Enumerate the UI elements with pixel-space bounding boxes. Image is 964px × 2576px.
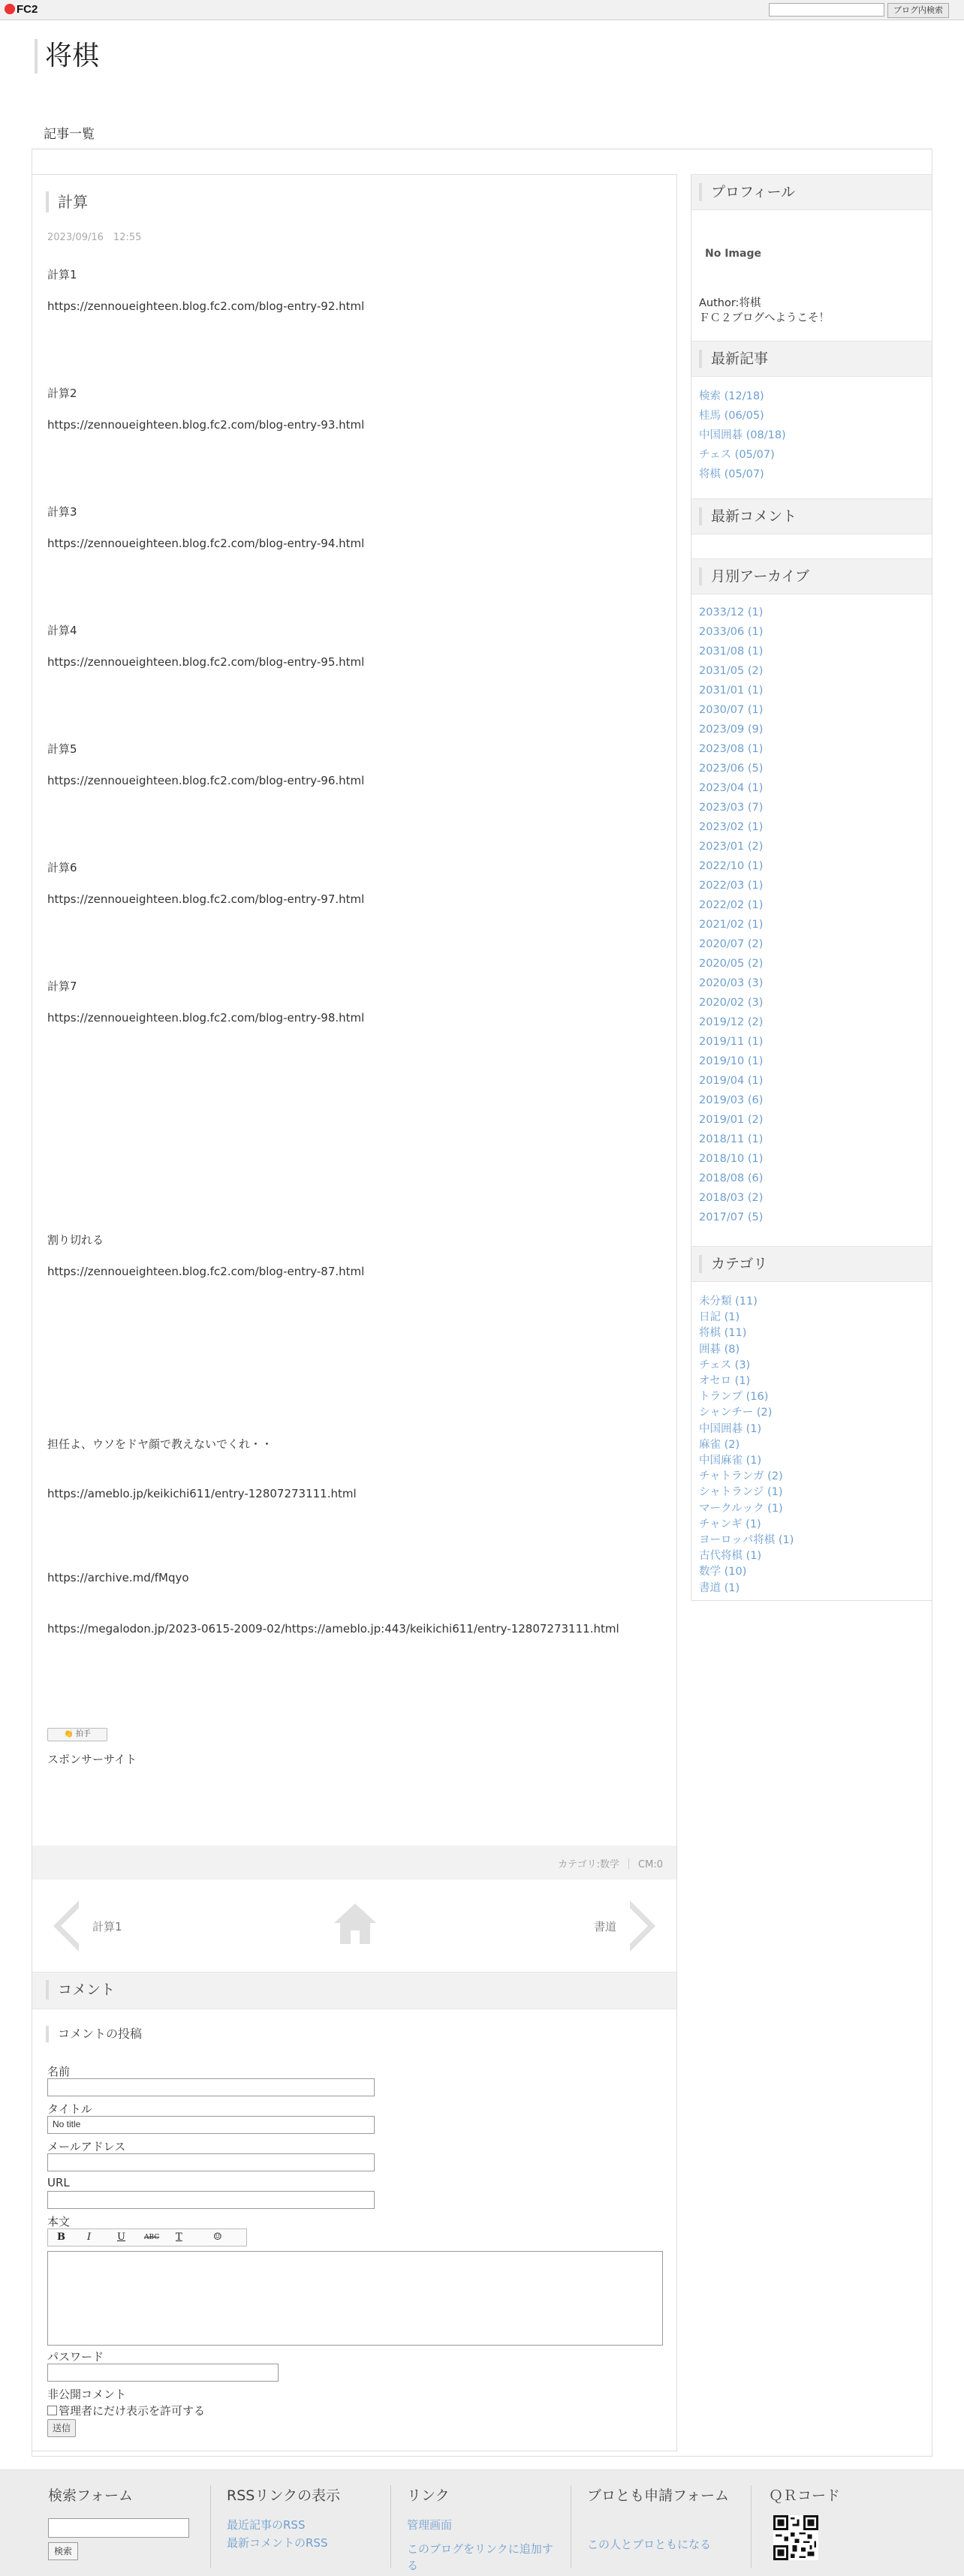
category-link[interactable]: ヨーロッパ将棋 (1) (699, 1534, 794, 1546)
qr-code-icon (773, 2515, 818, 2560)
body-label: 本文 (47, 2215, 71, 2228)
recent-entry-link[interactable]: チェス (05/07) (699, 449, 775, 461)
footer-divider (390, 2485, 391, 2568)
category-link[interactable]: 古代将棋 (1) (699, 1550, 762, 1563)
archive-month-link[interactable]: 2018/03 (2) (699, 1192, 764, 1204)
archive-month-link[interactable]: 2033/12 (1) (699, 606, 764, 618)
name-label: 名前 (47, 2065, 71, 2078)
blog-search-input[interactable] (769, 3, 884, 17)
post-pager (32, 1879, 676, 1970)
post-line: https://zennoueighteen.blog.fc2.com/blog-entry-97.html (47, 892, 365, 906)
footer-divider (751, 2485, 752, 2568)
archive-month-link[interactable]: 2031/08 (1) (699, 646, 764, 658)
title-field[interactable]: No title (47, 2116, 375, 2134)
category-link[interactable]: 囲碁 (8) (699, 1343, 740, 1356)
recent-heading: 最新記事 (699, 350, 768, 368)
archive-month-link[interactable]: 2023/04 (1) (699, 782, 764, 794)
next-post-link[interactable]: 書道 (593, 1920, 616, 1934)
archive-month-link[interactable]: 2018/10 (1) (699, 1153, 764, 1165)
admin-link[interactable]: 管理画面 (407, 2518, 453, 2532)
main-column (32, 174, 677, 2451)
archive-month-link[interactable]: 2019/10 (1) (699, 1055, 764, 1067)
next-arrow-icon[interactable] (630, 1900, 655, 1952)
archive-month-link[interactable]: 2031/05 (2) (699, 665, 764, 677)
archive-month-link[interactable]: 2018/08 (6) (699, 1172, 764, 1184)
post-line: 計算2 (47, 387, 77, 400)
archive-month-link[interactable]: 2017/07 (5) (699, 1211, 764, 1223)
meta-divider (628, 1858, 629, 1869)
post-line: 計算6 (47, 861, 77, 874)
category-link[interactable]: チャンギ (1) (699, 1518, 761, 1530)
category-link[interactable]: チェス (3) (699, 1359, 751, 1371)
post-cm-count[interactable]: CM:0 (638, 1859, 663, 1870)
bold-button[interactable]: B (57, 2231, 65, 2243)
archive-month-link[interactable]: 2021/02 (1) (699, 919, 764, 931)
archive-month-link[interactable]: 2023/03 (7) (699, 802, 764, 814)
post-line: 計算5 (47, 742, 77, 756)
profile-welcome: ＦＣ２ブログへようこそ！ (699, 312, 830, 324)
post-line: 計算1 (47, 268, 77, 281)
archive-month-link[interactable]: 2023/09 (9) (699, 724, 764, 736)
category-heading: カテゴリ (699, 1255, 767, 1273)
clap-button[interactable]: 👏 拍手 (47, 1728, 107, 1741)
profile-heading: プロフィール (699, 183, 795, 201)
archive-month-link[interactable]: 2023/01 (2) (699, 841, 764, 853)
archive-month-link[interactable]: 2019/01 (2) (699, 1114, 764, 1126)
friend-request-link[interactable]: この人とブロともになる (587, 2538, 712, 2551)
recent-entry-link[interactable]: 中国囲碁 (08/18) (699, 429, 786, 441)
rss-entries-link[interactable]: 最近記事のRSS (227, 2518, 306, 2532)
emoji-button[interactable]: ☺ (213, 2231, 222, 2243)
archive-header (691, 558, 932, 594)
category-link[interactable]: マークルック (1) (699, 1502, 783, 1515)
prev-post-link[interactable]: 計算1 (92, 1920, 122, 1934)
post-line: https://megalodon.jp/2023-0615-2009-02/https://ameblo.jp:443/keikichi611/entry-12807273111.html (47, 1622, 619, 1636)
sidebar (691, 174, 932, 1600)
post-line: https://archive.md/fMqyo (47, 1571, 189, 1584)
post-line: https://ameblo.jp/keikichi611/entry-12807273111.html (47, 1487, 357, 1500)
post-line: 計算3 (47, 505, 77, 519)
category-link[interactable]: シャトランジ (1) (699, 1486, 783, 1499)
url-label: URL (47, 2176, 70, 2189)
post-line: 担任よ、ウソをドヤ顔で教えないでくれ・・ (47, 1437, 273, 1451)
archive-month-link[interactable]: 2030/07 (1) (699, 704, 764, 716)
private-comment-label: 非公開コメント (47, 2388, 127, 2401)
archive-month-link[interactable]: 2033/06 (1) (699, 626, 764, 638)
sidebar-end-divider (691, 1600, 932, 1601)
archive-month-link[interactable]: 2019/12 (2) (699, 1016, 764, 1028)
post-line: https://zennoueighteen.blog.fc2.com/blog-entry-98.html (47, 1011, 365, 1025)
category-link[interactable]: 数学 (10) (699, 1566, 747, 1578)
password-label: パスワード (47, 2350, 104, 2364)
footer-rss-title: RSSリンクの表示 (227, 2487, 340, 2504)
add-link-link[interactable]: このブログをリンクに追加する (407, 2542, 553, 2572)
admin-only-label: 管理者にだけ表示を許可する (59, 2404, 206, 2418)
footer-search-input[interactable] (48, 2518, 189, 2538)
footer-search-button[interactable]: 検索 (48, 2542, 78, 2560)
recent-entry-link[interactable]: 桂馬 (06/05) (699, 410, 764, 422)
post-line: https://zennoueighteen.blog.fc2.com/blog-entry-95.html (47, 655, 365, 669)
archive-month-link[interactable]: 2022/10 (1) (699, 860, 764, 872)
comment-form-heading: コメントの投稿 (46, 2026, 142, 2042)
strike-button[interactable]: ABC (144, 2234, 160, 2241)
category-link[interactable]: シャンチー (2) (699, 1407, 773, 1419)
blog-title[interactable]: 将棋 (35, 39, 99, 74)
admin-only-row (47, 2403, 205, 2418)
category-link[interactable]: 中国麻雀 (1) (699, 1455, 762, 1467)
editor-toolbar (47, 2228, 247, 2246)
admin-only-checkbox[interactable] (47, 2406, 57, 2415)
archive-month-link[interactable]: 2023/08 (1) (699, 743, 764, 755)
post-meta (558, 1856, 663, 1870)
recent-entry-link[interactable]: 検索 (12/18) (699, 390, 764, 402)
profile-author: Author:将棋 (699, 297, 761, 309)
post-line: 計算4 (47, 624, 77, 637)
post-line: https://zennoueighteen.blog.fc2.com/blog-entry-93.html (47, 418, 365, 432)
category-link[interactable]: 書道 (1) (699, 1581, 740, 1594)
post-footer (32, 1846, 676, 1879)
archive-month-link[interactable]: 2020/03 (3) (699, 977, 764, 989)
category-link[interactable]: 中国囲碁 (1) (699, 1422, 762, 1435)
nav-entry-list-link[interactable]: 記事一覧 (44, 127, 95, 142)
post-date: 2023/09/16 12:55 (47, 232, 142, 243)
category-link[interactable]: 未分類 (11) (699, 1296, 758, 1308)
archive-heading: 月別アーカイブ (699, 567, 809, 585)
archive-month-link[interactable]: 2018/11 (1) (699, 1133, 764, 1145)
category-link[interactable]: オセロ (1) (699, 1375, 751, 1387)
sponsor-label: スポンサーサイト (47, 1753, 137, 1766)
name-field[interactable] (47, 2078, 375, 2096)
footer-qr-title: ＱＲコード (769, 2487, 841, 2504)
category-link[interactable]: 日記 (1) (699, 1311, 740, 1324)
footer-divider (210, 2485, 211, 2568)
comment-body-textarea[interactable] (47, 2251, 663, 2346)
archive-month-link[interactable]: 2020/07 (2) (699, 938, 764, 950)
archive-month-link[interactable]: 2023/06 (5) (699, 763, 764, 775)
submit-button[interactable]: 送信 (47, 2419, 76, 2437)
category-link[interactable]: 麻雀 (2) (699, 1438, 740, 1451)
post-title[interactable]: 計算 (46, 191, 88, 212)
footer-search-title: 検索フォーム (48, 2487, 134, 2504)
post-line: https://zennoueighteen.blog.fc2.com/blog-entry-87.html (47, 1265, 365, 1278)
password-field[interactable] (47, 2364, 279, 2382)
underline-button[interactable]: U (117, 2231, 125, 2243)
fc2-top-bar (0, 0, 964, 20)
comments-heading: コメント (46, 1980, 115, 2000)
post-line: https://zennoueighteen.blog.fc2.com/blog-entry-96.html (47, 774, 365, 787)
recent-header (691, 341, 932, 377)
post-line: 割り切れる (47, 1233, 104, 1247)
rss-comments-link[interactable]: 最新コメントのRSS (227, 2536, 328, 2550)
title-label: タイトル (47, 2102, 92, 2116)
archive-month-link[interactable]: 2019/11 (1) (699, 1036, 764, 1048)
footer-links-title: リンク (407, 2487, 450, 2504)
blog-search-button[interactable]: ブログ内検索 (887, 3, 949, 18)
email-field[interactable] (47, 2153, 375, 2171)
category-header (691, 1246, 932, 1282)
archive-month-link[interactable]: 2020/05 (2) (699, 958, 764, 970)
comments-header (32, 1972, 676, 2009)
category-link[interactable]: チャトランガ (2) (699, 1470, 783, 1483)
archive-month-link[interactable]: 2022/03 (1) (699, 880, 764, 892)
archive-month-link[interactable]: 2019/04 (1) (699, 1075, 764, 1087)
archive-month-link[interactable]: 2023/02 (1) (699, 821, 764, 833)
post-line: 計算7 (47, 980, 77, 993)
url-field[interactable] (47, 2191, 375, 2209)
archive-month-link[interactable]: 2019/03 (6) (699, 1094, 764, 1106)
footer-friend-title: ブロとも申請フォーム (587, 2487, 730, 2504)
profile-header (691, 174, 932, 210)
post-line: https://zennoueighteen.blog.fc2.com/blog-entry-92.html (47, 299, 365, 313)
latest-comments-header (691, 498, 932, 534)
home-icon[interactable] (333, 1902, 378, 1946)
email-label: メールアドレス (47, 2140, 126, 2153)
recent-entry-link[interactable]: 将棋 (05/07) (699, 468, 764, 480)
prev-arrow-icon[interactable] (53, 1900, 79, 1952)
archive-month-link[interactable]: 2031/01 (1) (699, 685, 764, 697)
fc2-logo-icon (5, 4, 15, 14)
post-category-link[interactable]: カテゴリ:数学 (558, 1859, 620, 1870)
italic-button[interactable]: I (87, 2231, 92, 2243)
text-size-button[interactable]: T (176, 2231, 182, 2243)
archive-month-link[interactable]: 2022/02 (1) (699, 899, 764, 911)
category-link[interactable]: 将棋 (11) (699, 1327, 747, 1340)
post-line: https://zennoueighteen.blog.fc2.com/blog-entry-94.html (47, 537, 365, 550)
archive-month-link[interactable]: 2020/02 (3) (699, 997, 764, 1009)
footer (0, 2469, 964, 2576)
category-link[interactable]: トランプ (16) (699, 1391, 769, 1404)
fc2-logo[interactable]: FC2 (5, 3, 38, 16)
profile-no-image: No Image (705, 248, 761, 260)
latest-comments-heading: 最新コメント (699, 507, 797, 525)
